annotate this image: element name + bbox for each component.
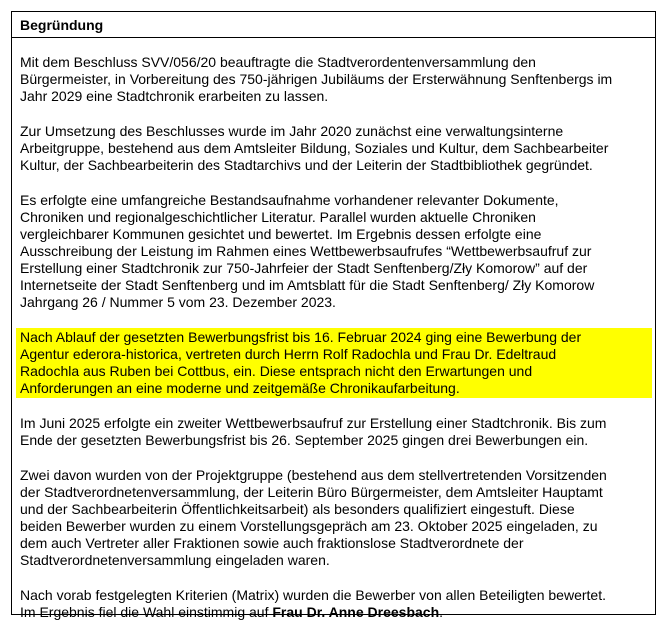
section-title: Begründung xyxy=(12,12,655,38)
paragraph-2: Zur Umsetzung des Beschlusses wurde im Jahr 2020 zunächst eine verwaltungsinterne Arbeitgruppe, bestehend aus dem Amtsleiter Bildung, Soziales und Kultur, dem Sachbearbeiter Kultur, der Sachbearbeiterin des Stadtarchivs und der Leiterin der Stadtbibliothek gegründet. xyxy=(20,123,609,173)
paragraph-3: Es erfolgte eine umfangreiche Bestandsaufnahme vorhandener relevanter Dokumente, Chroniken und regionalgeschichtlicher Literatur. Parallel wurden aktuelle Chroniken vergleichbarer Kommunen gesichtet und bewertet. Im Ergebnis dessen erfolgte eine Ausschreibung der Leistung im Rahmen eines Wettbewerbsaufrufes “Wettbewerbsaufruf zur Erstellung einer Stadtchronik zur 750-Jahrfeier der Stadt Senftenberg/Zły Komorow” auf der Internetseite der Stadt Senftenberg und im Amtsblatt für die Stadt Senftenberg/ Zły Komorow Jahrgang 26 / Nummer 5 vom 23. Dezember 2023. xyxy=(20,192,595,310)
paragraph-4-highlighted: Nach Ablauf der gesetzten Bewerbungsfrist bis 16. Februar 2024 ging eine Bewerbung der Agentur ederora-historica, vertreten durch Herrn Rolf Radochla und Frau Dr. Edeltraud Radochla aus Ruben bei Cottbus, ein. Diese entsprach nicht den Erwartungen und Anforderungen an eine moderne und zeitgemäße Chronikaufarbeitung. xyxy=(20,329,582,396)
paragraph-1: Mit dem Beschluss SVV/056/20 beauftragte die Stadtverordentenversammlung den Bürgermeister, in Vorbereitung des 750-jährigen Jubiläums der Ersterwähnung Senftenbergs im Jahr 2029 eine Stadtchronik erarbeiten zu lassen. xyxy=(20,54,613,104)
selected-candidate: Frau Dr. Anne Dreesbach xyxy=(272,604,440,620)
paragraph-7: Nach vorab festgelegten Kriterien (Matrix) wurden die Bewerber von allen Beteiligten bewertet. Im Ergebnis fiel die Wahl einstimmig auf Frau Dr. Anne Dreesbach. xyxy=(20,587,606,620)
paragraph-5: Im Juni 2025 erfolgte ein zweiter Wettbewerbsaufruf zur Erstellung einer Stadtchronik. Bis zum Ende der gesetzten Bewerbungsfrist bis 26. September 2025 gingen drei Bewerbungen ein. xyxy=(20,415,607,448)
justification-box xyxy=(11,11,656,620)
paragraph-6: Zwei davon wurden von der Projektgruppe (bestehend aus dem stellvertretenden Vorsitzenden der Stadtverordnetenversammlung, der Leiterin Büro Bürgermeister, dem Amtsleiter Hauptamt und der Sachbearbeiterin Öffentlichkeitsarbeit) als besonders qualifiziert eingestuft. Diese beiden Bewerber wurden zu einem Vorstellungsgepräch am 23. Oktober 2025 eingeladen, zu dem auch Vertreter aller Fraktionen sowie auch fraktionslose Stadtverordnete der Stadtverordnetenversammlung eingeladen waren. xyxy=(20,467,607,568)
